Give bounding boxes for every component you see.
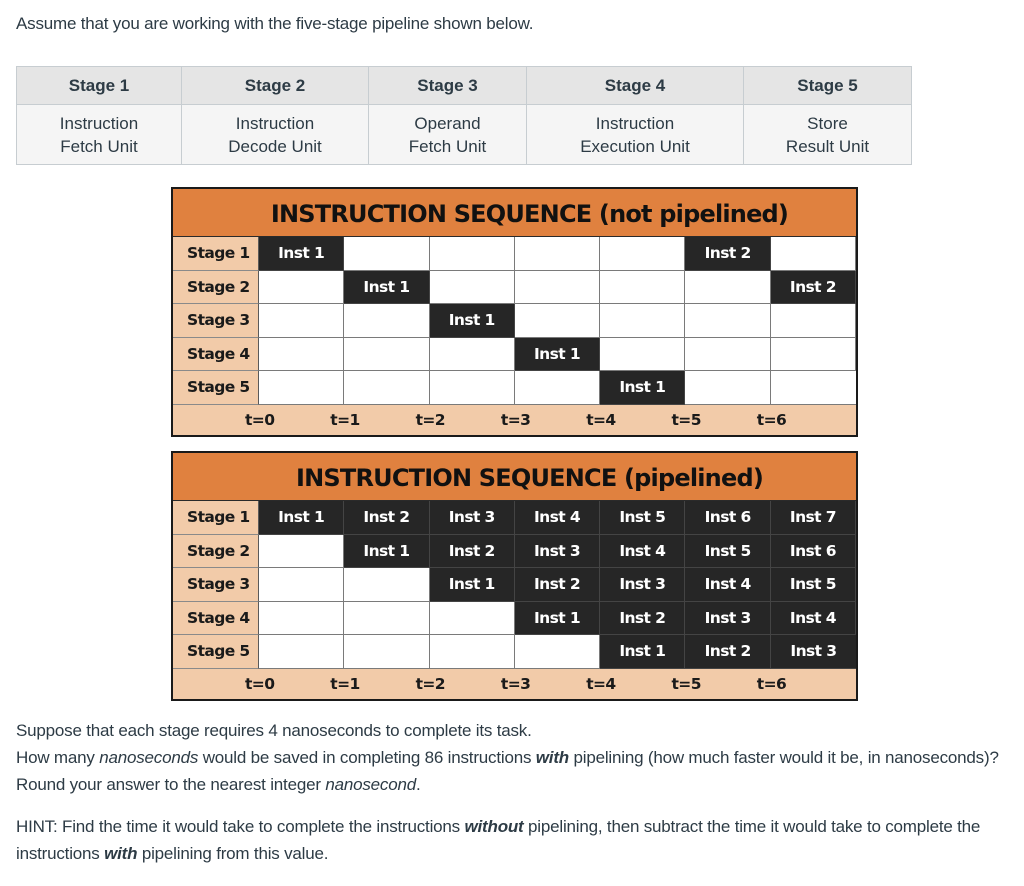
empty-cell	[685, 304, 770, 338]
unit-line: Instruction	[235, 113, 315, 133]
empty-cell	[259, 271, 344, 305]
stage-row-label: Stage 4	[173, 602, 259, 636]
empty-cell	[771, 338, 856, 372]
time-label: t=5	[671, 674, 701, 693]
stage-row-label: Stage 2	[173, 535, 259, 569]
time-label: t=6	[756, 674, 787, 693]
unit-line: Result Unit	[785, 136, 870, 156]
diagram-pipelined	[171, 451, 858, 701]
stage-row-label: Stage 1	[173, 501, 259, 535]
empty-cell	[771, 371, 856, 405]
time-axis	[173, 405, 856, 435]
empty-cell	[344, 304, 429, 338]
time-label: t=0	[245, 410, 275, 429]
diagram-title: INSTRUCTION SEQUENCE (not pipelined)	[173, 189, 856, 237]
instruction-cell: Inst 4	[685, 568, 770, 602]
stage-row-label: Stage 4	[173, 338, 259, 372]
instruction-cell: Inst 2	[685, 635, 770, 669]
stage-header: Stage 1	[17, 67, 182, 105]
stage-unit	[17, 105, 182, 165]
stage-unit	[744, 105, 912, 165]
unit-line: Execution Unit	[580, 136, 690, 156]
stage-header: Stage 5	[744, 67, 912, 105]
instruction-cell: Inst 5	[771, 568, 856, 602]
stage-row-label: Stage 5	[173, 371, 259, 405]
unit-line: Instruction	[595, 113, 675, 133]
instruction-cell: Inst 5	[600, 501, 685, 535]
empty-cell	[600, 271, 685, 305]
instruction-cell: Inst 1	[515, 338, 600, 372]
time-label: t=2	[415, 410, 445, 429]
instruction-cell: Inst 6	[771, 535, 856, 569]
empty-cell	[685, 271, 770, 305]
instruction-cell: Inst 3	[600, 568, 685, 602]
stage-row-label: Stage 2	[173, 271, 259, 305]
time-label: t=5	[671, 410, 701, 429]
empty-cell	[600, 237, 685, 271]
instruction-cell: Inst 1	[259, 237, 344, 271]
intro-text: Assume that you are working with the five-stage pipeline shown below.	[16, 14, 534, 33]
instruction-cell: Inst 3	[515, 535, 600, 569]
question-line-1: Suppose that each stage requires 4 nanoseconds to complete its task.	[16, 721, 532, 740]
stage-unit	[369, 105, 527, 165]
diagram-not-pipelined	[171, 187, 858, 437]
unit-line: Decode Unit	[228, 136, 322, 156]
time-label: t=2	[415, 674, 445, 693]
hint	[16, 813, 1016, 867]
stage-header: Stage 2	[182, 67, 369, 105]
empty-cell	[259, 635, 344, 669]
empty-cell	[344, 602, 429, 636]
instruction-cell: Inst 2	[515, 568, 600, 602]
instruction-cell: Inst 1	[259, 501, 344, 535]
time-label: t=1	[330, 674, 360, 693]
empty-cell	[259, 371, 344, 405]
diagram-grid	[173, 237, 856, 405]
text: would be saved in completing 86 instructions	[198, 748, 536, 767]
time-label: t=3	[500, 410, 531, 429]
unit-line: Operand	[414, 113, 481, 133]
empty-cell	[430, 237, 515, 271]
empty-cell	[344, 237, 429, 271]
empty-cell	[259, 338, 344, 372]
instruction-cell: Inst 4	[515, 501, 600, 535]
empty-cell	[344, 635, 429, 669]
instruction-cell: Inst 1	[600, 635, 685, 669]
empty-cell	[515, 304, 600, 338]
emphasis: nanosecond	[325, 775, 416, 794]
text: HINT: Find the time it would take to complete the instructions	[16, 817, 465, 836]
strong-emphasis: without	[464, 817, 524, 836]
text: .	[415, 775, 421, 794]
empty-cell	[430, 371, 515, 405]
time-axis	[173, 669, 856, 699]
unit-line: Store	[807, 113, 848, 133]
unit-line: Fetch Unit	[408, 136, 487, 156]
emphasis: nanoseconds	[99, 748, 199, 767]
empty-cell	[259, 535, 344, 569]
diagram-grid	[173, 501, 856, 669]
stage-unit	[182, 105, 369, 165]
instruction-cell: Inst 7	[771, 501, 856, 535]
stage-row-label: Stage 3	[173, 304, 259, 338]
empty-cell	[430, 602, 515, 636]
text: pipelining from this value.	[137, 844, 329, 863]
instruction-cell: Inst 3	[685, 602, 770, 636]
time-label: t=1	[330, 410, 360, 429]
empty-cell	[515, 237, 600, 271]
instruction-cell: Inst 5	[685, 535, 770, 569]
instruction-cell: Inst 2	[344, 501, 429, 535]
time-label: t=4	[586, 674, 616, 693]
stage-header: Stage 4	[527, 67, 744, 105]
text: pipelining (how much faster would it be, in nanoseconds)? Round your answer to the nearest integer	[16, 748, 999, 794]
instruction-cell: Inst 3	[430, 501, 515, 535]
unit-line: Fetch Unit	[60, 136, 138, 156]
empty-cell	[685, 371, 770, 405]
instruction-cell: Inst 3	[771, 635, 856, 669]
empty-cell	[515, 635, 600, 669]
stage-header: Stage 3	[369, 67, 527, 105]
stage-unit	[527, 105, 744, 165]
stage-header-row	[17, 67, 912, 105]
empty-cell	[259, 304, 344, 338]
stage-unit-row	[17, 105, 912, 165]
empty-cell	[600, 338, 685, 372]
empty-cell	[430, 338, 515, 372]
empty-cell	[430, 635, 515, 669]
instruction-cell: Inst 1	[344, 271, 429, 305]
empty-cell	[259, 568, 344, 602]
text: How many	[16, 748, 100, 767]
empty-cell	[771, 237, 856, 271]
empty-cell	[685, 338, 770, 372]
instruction-cell: Inst 1	[344, 535, 429, 569]
stage-table	[16, 66, 912, 165]
instruction-cell: Inst 6	[685, 501, 770, 535]
empty-cell	[344, 568, 429, 602]
empty-cell	[344, 371, 429, 405]
instruction-cell: Inst 4	[771, 602, 856, 636]
empty-cell	[430, 271, 515, 305]
time-label: t=6	[756, 410, 787, 429]
empty-cell	[600, 304, 685, 338]
instruction-cell: Inst 4	[600, 535, 685, 569]
stage-row-label: Stage 5	[173, 635, 259, 669]
empty-cell	[771, 304, 856, 338]
strong-emphasis: with	[535, 748, 569, 767]
instruction-cell: Inst 2	[600, 602, 685, 636]
instruction-cell: Inst 1	[430, 304, 515, 338]
diagram-title: INSTRUCTION SEQUENCE (pipelined)	[173, 453, 856, 501]
strong-emphasis: with	[104, 844, 138, 863]
empty-cell	[259, 602, 344, 636]
time-label: t=0	[245, 674, 275, 693]
instruction-cell: Inst 2	[685, 237, 770, 271]
instruction-cell: Inst 1	[515, 602, 600, 636]
instruction-cell: Inst 1	[430, 568, 515, 602]
time-label: t=3	[500, 674, 531, 693]
question-line-2	[16, 744, 1016, 798]
stage-row-label: Stage 3	[173, 568, 259, 602]
text: pipelining, then subtract the time it would take to complete the instructions	[16, 817, 981, 863]
empty-cell	[344, 338, 429, 372]
empty-cell	[515, 271, 600, 305]
time-label: t=4	[586, 410, 616, 429]
instruction-cell: Inst 2	[430, 535, 515, 569]
instruction-cell: Inst 2	[771, 271, 856, 305]
empty-cell	[515, 371, 600, 405]
unit-line: Instruction	[59, 113, 139, 133]
instruction-cell: Inst 1	[600, 371, 685, 405]
stage-row-label: Stage 1	[173, 237, 259, 271]
question-block	[16, 717, 1016, 867]
